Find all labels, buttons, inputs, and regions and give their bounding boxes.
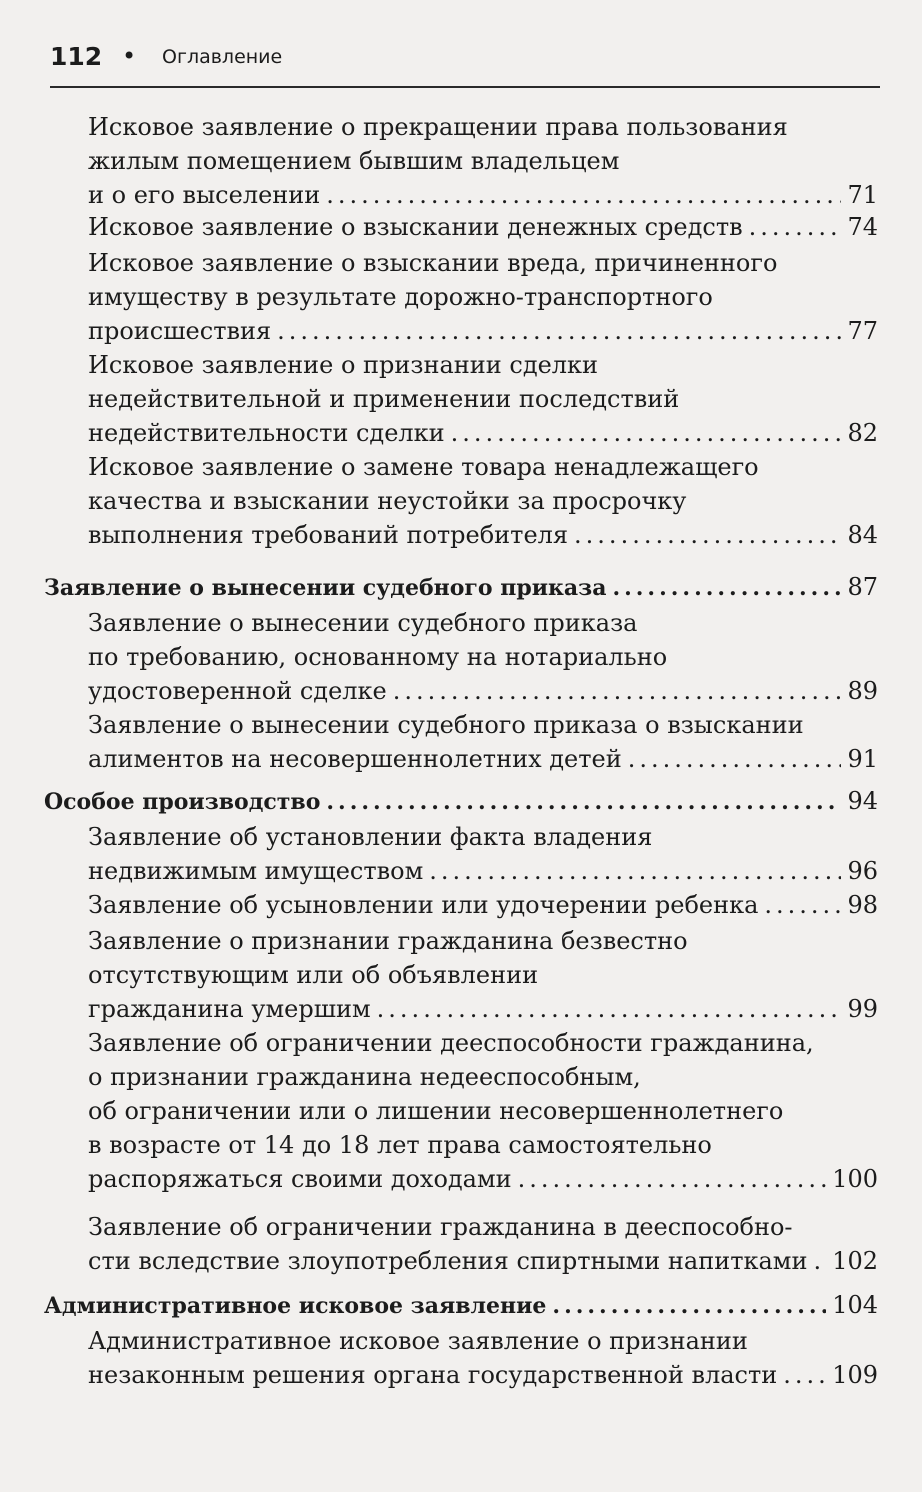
toc-entry <box>88 1210 878 1278</box>
toc-entry-line: имуществу в результате дорожно-транспортного <box>88 283 713 311</box>
toc-entry-text: и о его выселении <box>88 181 321 209</box>
toc-page-number: 99 <box>847 995 878 1023</box>
toc-page-number: 89 <box>847 677 878 705</box>
toc-entry-text: недвижимым имуществом <box>88 857 424 885</box>
toc-entry <box>88 820 878 888</box>
toc-entry-last-line <box>88 1244 878 1278</box>
toc-page-number: 109 <box>832 1361 878 1389</box>
toc-section <box>44 784 878 819</box>
toc-entry-line: недействительной и применении последствий <box>88 385 680 413</box>
toc-entry-line: Заявление о признании гражданина безвестно <box>88 927 688 955</box>
toc-entry-text: незаконным решения органа государственной власти <box>88 1361 778 1389</box>
toc-entry-text: алиментов на несовершеннолетних детей <box>88 745 622 773</box>
toc-entry <box>88 1026 878 1196</box>
dot-leader <box>429 854 841 888</box>
toc-entry-last-line <box>88 1162 878 1196</box>
toc-section-title: Особое производство <box>44 789 321 815</box>
toc-entry-last-line <box>88 518 878 552</box>
toc-entry-line: жилым помещением бывшим владельцем <box>88 147 620 175</box>
toc-entry-last-line <box>88 888 878 922</box>
toc-entry <box>88 708 878 776</box>
toc-entry <box>88 888 878 922</box>
dot-leader <box>518 1162 827 1196</box>
toc-page-number: 71 <box>847 181 878 209</box>
toc-entry-line: Исковое заявление о замене товара ненадлежащего <box>88 453 759 481</box>
toc-page-number: 77 <box>847 317 878 345</box>
toc-entry <box>88 1324 878 1392</box>
toc-page-number: 104 <box>832 1291 878 1319</box>
toc-entry-line: Заявление о вынесении судебного приказа <box>88 609 638 637</box>
toc-entry-line: в возрасте от 14 до 18 лет права самостоятельно <box>88 1131 712 1159</box>
toc-entry-last-line <box>88 178 878 212</box>
toc-section-title: Административное исковое заявление <box>44 1293 547 1319</box>
toc-entry <box>88 924 878 1026</box>
toc-entry-text: распоряжаться своими доходами <box>88 1165 512 1193</box>
toc-entry-last-line <box>88 854 878 888</box>
toc-page-number: 102 <box>832 1247 878 1275</box>
toc-entry-line: Заявление об установлении факта владения <box>88 823 653 851</box>
toc-entry-text: сти вследствие злоупотребления спиртными напитками <box>88 1247 808 1275</box>
dot-leader <box>326 785 841 819</box>
dot-leader <box>813 1244 826 1278</box>
page-number: 112 <box>50 42 103 71</box>
toc-page-number: 74 <box>847 213 878 241</box>
dot-leader <box>628 742 842 776</box>
running-title: Оглавление <box>162 46 283 68</box>
toc-entry-last-line <box>88 416 878 450</box>
dot-leader <box>451 416 842 450</box>
toc-page-number: 98 <box>847 891 878 919</box>
dot-leader <box>612 571 841 605</box>
toc-entry-last-line <box>88 210 878 244</box>
toc-entry-line: Исковое заявление о взыскании вреда, причиненного <box>88 249 778 277</box>
dot-leader <box>326 178 841 212</box>
toc-entry-line: отсутствующим или об объявлении <box>88 961 539 989</box>
toc-entry-text: удостоверенной сделке <box>88 677 387 705</box>
dot-leader <box>277 314 841 348</box>
toc-entry-line: Исковое заявление о признании сделки <box>88 351 599 379</box>
dot-leader <box>764 888 841 922</box>
toc-entry-text: гражданина умершим <box>88 995 371 1023</box>
toc-entry-line: Заявление об ограничении дееспособности гражданина, <box>88 1029 814 1057</box>
toc-entry-text: Заявление об усыновлении или удочерении ребенка <box>88 891 759 919</box>
dot-leader <box>574 518 841 552</box>
toc-entry-line: по требованию, основанному на нотариально <box>88 643 668 671</box>
toc-entry-last-line <box>88 992 878 1026</box>
toc-section <box>44 570 878 605</box>
toc-entry-text: происшествия <box>88 317 272 345</box>
toc-entry-line: о признании гражданина недееспособным, <box>88 1063 641 1091</box>
toc-entry-line: Заявление о вынесении судебного приказа о взыскании <box>88 711 804 739</box>
toc-section-title: Заявление о вынесении судебного приказа <box>44 575 607 601</box>
toc-entry <box>88 348 878 450</box>
toc-entry <box>88 450 878 552</box>
toc-page-number: 94 <box>847 787 878 815</box>
bullet-separator: • <box>122 42 137 70</box>
toc-entry-line: Исковое заявление о прекращении права пользования <box>88 113 788 141</box>
dot-leader <box>783 1358 826 1392</box>
toc-entry <box>88 246 878 348</box>
toc-entry-line: об ограничении или о лишении несовершеннолетнего <box>88 1097 784 1125</box>
toc-entry-last-line <box>88 314 878 348</box>
toc-entry-text: выполнения требований потребителя <box>88 521 569 549</box>
toc-entry-last-line <box>88 1358 878 1392</box>
toc-entry <box>88 210 878 244</box>
dot-leader <box>749 210 842 244</box>
toc-entry-text: недействительности сделки <box>88 419 445 447</box>
toc-entry-last-line <box>88 742 878 776</box>
toc-entry-text: Исковое заявление о взыскании денежных средств <box>88 213 743 241</box>
page-header <box>50 42 880 88</box>
dot-leader <box>552 1289 826 1323</box>
toc-entry-line: качества и взыскании неустойки за просрочку <box>88 487 687 515</box>
toc-page-number: 82 <box>847 419 878 447</box>
toc-page-number: 91 <box>847 745 878 773</box>
dot-leader <box>377 992 842 1026</box>
toc-entry-last-line <box>44 570 878 605</box>
toc-page-number: 100 <box>832 1165 878 1193</box>
toc-entry <box>88 110 878 212</box>
toc-page-number: 84 <box>847 521 878 549</box>
toc-page-number: 96 <box>847 857 878 885</box>
toc-entry-last-line <box>88 674 878 708</box>
toc-section <box>44 1288 878 1323</box>
toc-page-number: 87 <box>847 573 878 601</box>
toc-entry <box>88 606 878 708</box>
toc-entry-line: Заявление об ограничении гражданина в дееспособно- <box>88 1213 793 1241</box>
toc-entry-last-line <box>44 1288 878 1323</box>
toc-entry-line: Административное исковое заявление о признании <box>88 1327 748 1355</box>
dot-leader <box>393 674 842 708</box>
toc-entry-last-line <box>44 784 878 819</box>
